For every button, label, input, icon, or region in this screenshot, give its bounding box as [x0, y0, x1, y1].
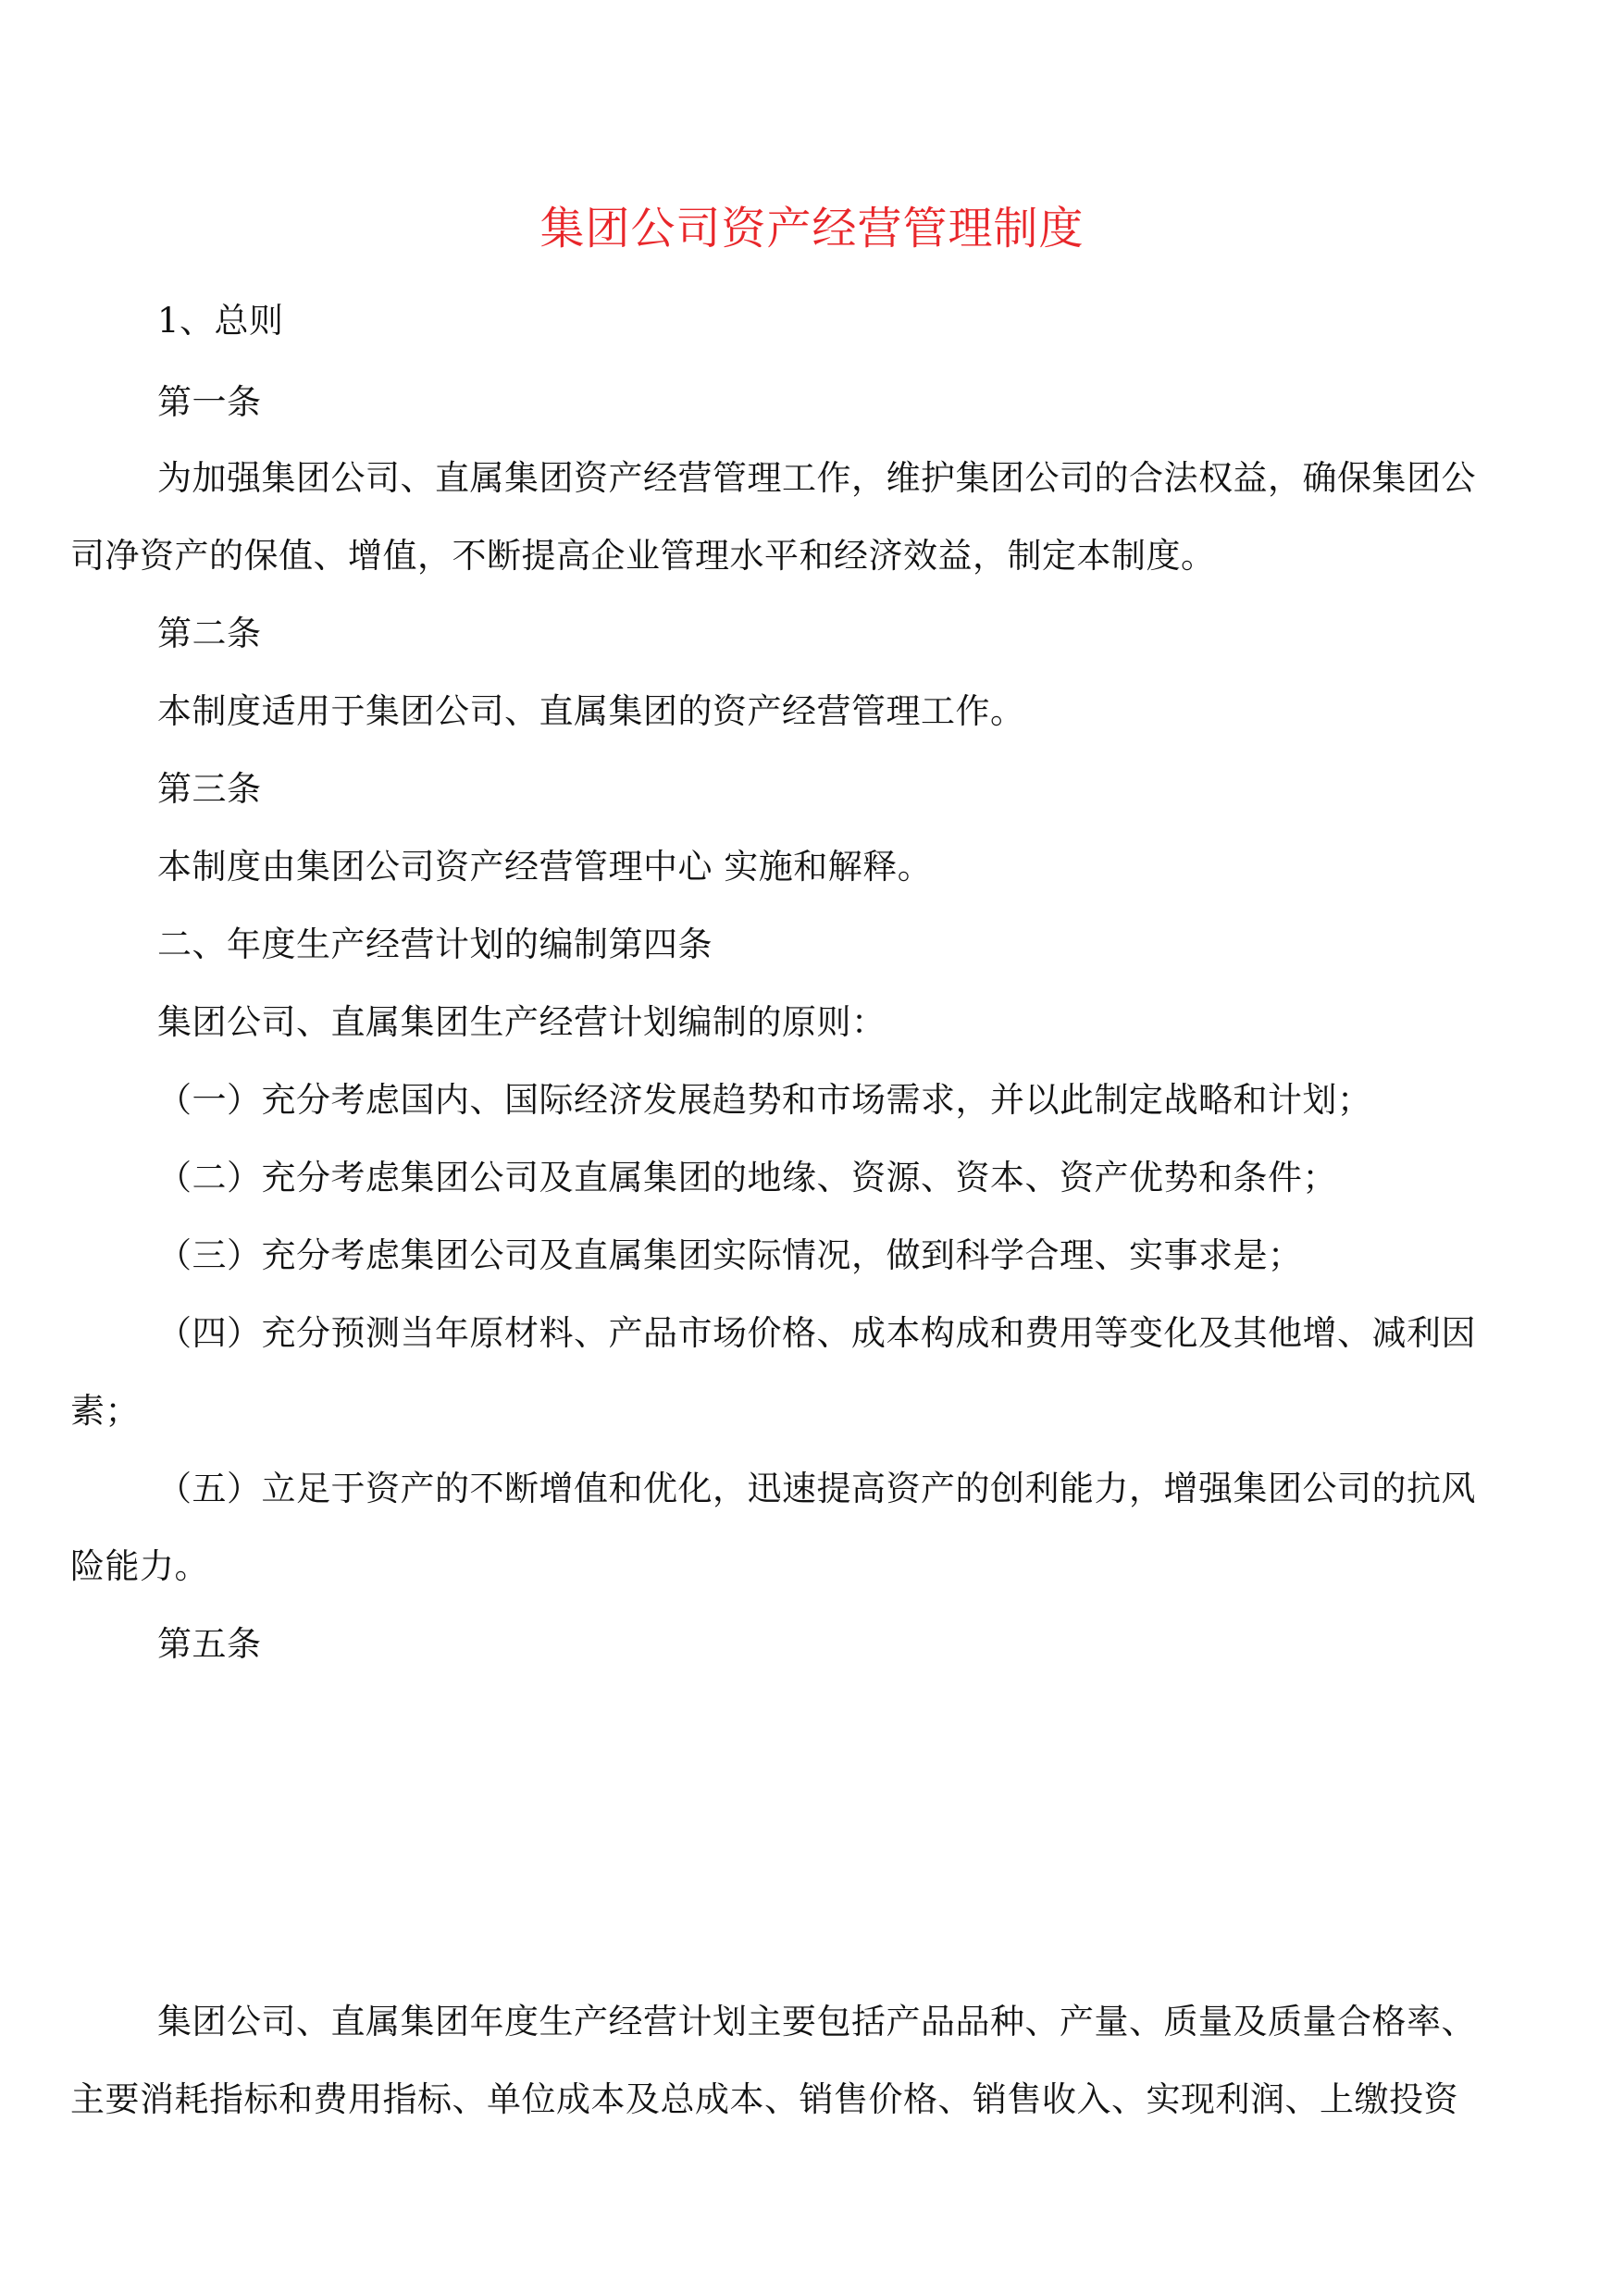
principle-4-line-1: （四）充分预测当年原材料、产品市场价格、成本构成和费用等变化及其他增、减利因 [157, 1313, 1476, 1353]
article-1-text-line-2: 司净资产的保值、增值，不断提高企业管理水平和经济效益，制定本制度。 [70, 536, 1216, 576]
principle-3: （三）充分考虑集团公司及直属集团实际情况，做到科学合理、实事求是； [157, 1235, 1303, 1275]
principle-5-line-2: 险能力。 [70, 1546, 209, 1586]
article-5-text-line-2: 主要消耗指标和费用指标、单位成本及总成本、销售价格、销售收入、实现利润、上缴投资 [70, 2079, 1458, 2119]
article-1-text-line-1: 为加强集团公司、直属集团资产经营管理工作，维护集团公司的合法权益，确保集团公 [157, 458, 1476, 498]
article-4-intro: 集团公司、直属集团生产经营计划编制的原则： [157, 1002, 886, 1042]
principle-4-line-2: 素； [70, 1391, 140, 1431]
section-heading-annual-plan: 二、年度生产经营计划的编制第四条 [157, 924, 713, 964]
article-5-heading: 第五条 [157, 1624, 262, 1664]
document-title: 集团公司资产经营管理制度 [539, 203, 1085, 254]
article-2-text: 本制度适用于集团公司、直属集团的资产经营管理工作。 [157, 691, 1025, 731]
article-3-heading: 第三条 [157, 769, 262, 809]
section-heading-general: 1、总则 [157, 301, 284, 341]
article-3-text: 本制度由集团公司资产经营管理中心 实施和解释。 [157, 847, 933, 887]
article-1-heading: 第一条 [157, 382, 262, 422]
principle-5-line-1: （五）立足于资产的不断增值和优化，迅速提高资产的创利能力，增强集团公司的抗风 [157, 1469, 1476, 1508]
article-5-text-line-1: 集团公司、直属集团年度生产经营计划主要包括产品品种、产量、质量及质量合格率、 [157, 2002, 1476, 2041]
principle-1: （一）充分考虑国内、国际经济发展趋势和市场需求，并以此制定战略和计划； [157, 1080, 1372, 1120]
article-2-heading: 第二条 [157, 614, 262, 653]
principle-2: （二）充分考虑集团公司及直属集团的地缘、资源、资本、资产优势和条件； [157, 1158, 1337, 1197]
